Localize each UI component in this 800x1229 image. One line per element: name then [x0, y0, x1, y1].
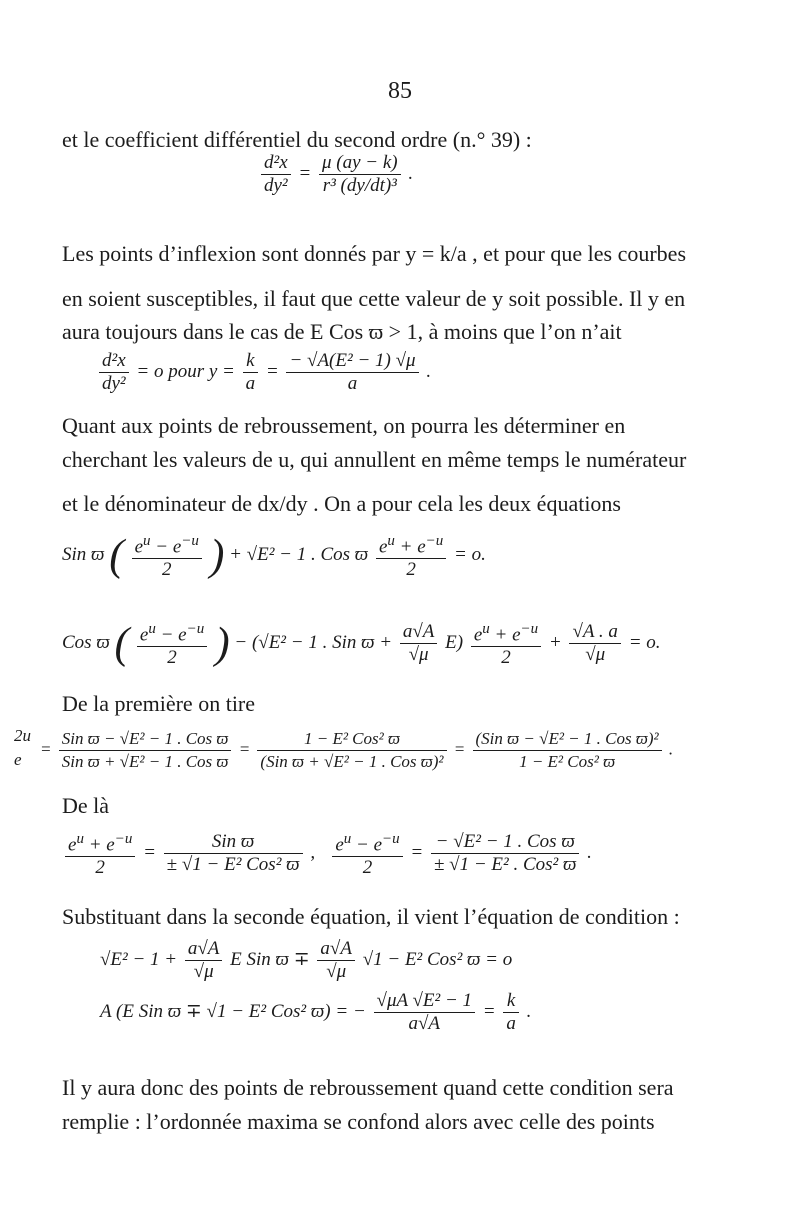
- equation-hyperbolic-values: $\frac{e^u + e^{-u}}{2}$ = $\frac{\text{Sin ϖ}}{\text{± √1 − E² Cos² ϖ}}$ , $\frac{e^u - e^{-u}}{2}$ = $\frac{\text{− √E² − 1 . Cos ϖ}}{\text{± √1 − E² . Cos² ϖ}}$ .: [62, 828, 592, 879]
- paragraph-line: et le coefficient différentiel du second ordre (n.° 39) :: [62, 127, 532, 152]
- paragraph-line: en soient susceptibles, il faut que cette valeur de y soit possible. Il y en: [62, 286, 686, 311]
- page-number: 85: [388, 78, 412, 104]
- equation-second-derivative: $\frac{\text{d²x}}{\text{dy²}}$ = $\frac{\mu (ay - k)}{\text{r³ (dy/dt)³}}$ .: [258, 152, 413, 197]
- paragraph-line: De la première on tire: [62, 691, 256, 716]
- equation-inflexion-condition: $\frac{\text{d²x}}{\text{dy²}}$ = o pour y = $\frac{k}{a}$ = $\frac{\text{− √A(E² − 1) √μ}}{a}$ .: [96, 350, 431, 395]
- equation-exponential-ratio: = $\frac{\text{Sin ϖ − √E² − 1 . Cos ϖ}}{\text{Sin ϖ + √E² − 1 . Cos ϖ}}$ = $\frac{\text{1 − E² Cos² ϖ}}{\text{(Sin ϖ + √E² − 1 . Cos ϖ)²}}$ = $\frac{\text{(Sin ϖ − √E² − 1 . Cos ϖ)²}}{\text{1 − E² Cos² ϖ}}$ .: [40, 729, 674, 771]
- paragraph-line: Quant aux points de rebroussement, on pourra les déterminer en: [62, 413, 626, 438]
- paragraph-line: cherchant les valeurs de u, qui annullent en même temps le numérateur: [62, 447, 687, 472]
- paragraph-line: aura toujours dans le cas de E Cos ϖ > 1, à moins que l’on n’ait: [62, 319, 622, 344]
- equation-system-first: Sin ϖ ( $\frac{e^u - e^{-u}}{2}$ ) + √E² − 1 . Cos ϖ $\frac{e^u + e^{-u}}{2}$ = o.: [62, 530, 486, 581]
- paragraph-line: remplie : l’ordonnée maxima se confond alors avec celle des points: [62, 1109, 655, 1134]
- margin-note-e: e: [14, 750, 22, 769]
- paragraph-line: Les points d’inflexion sont donnés par y = k/a , et pour que les courbes: [62, 241, 687, 266]
- paragraph-line: Il y aura donc des points de rebroussement quand cette condition sera: [62, 1075, 674, 1100]
- paragraph-line: De là: [62, 793, 110, 818]
- paragraph-line: Substituant dans la seconde équation, il vient l’équation de condition :: [62, 904, 680, 929]
- paragraph-line: et le dénominateur de dx/dy . On a pour cela les deux équations: [62, 491, 621, 516]
- equation-system-second: Cos ϖ ( $\frac{e^u - e^{-u}}{2}$ ) − (√E² − 1 . Sin ϖ + $\frac{a√A}{√\mu}$ E) $\frac{e^u + e^{-u}}{2}$ + $\frac{√A . a}{√\mu}$ = o.: [62, 618, 661, 669]
- margin-note-2u: 2u: [14, 726, 31, 745]
- equation-condition-solved: A (E Sin ϖ ∓ √1 − E² Cos² ϖ) = − $\frac{\text{√μA √E² − 1}}{a√A}$ = $\frac{k}{a}$ .: [100, 990, 532, 1034]
- equation-condition: √E² − 1 + $\frac{a√A}{√\mu}$ E Sin ϖ ∓ $\frac{a√A}{√\mu}$ √1 − E² Cos² ϖ = o: [100, 938, 513, 982]
